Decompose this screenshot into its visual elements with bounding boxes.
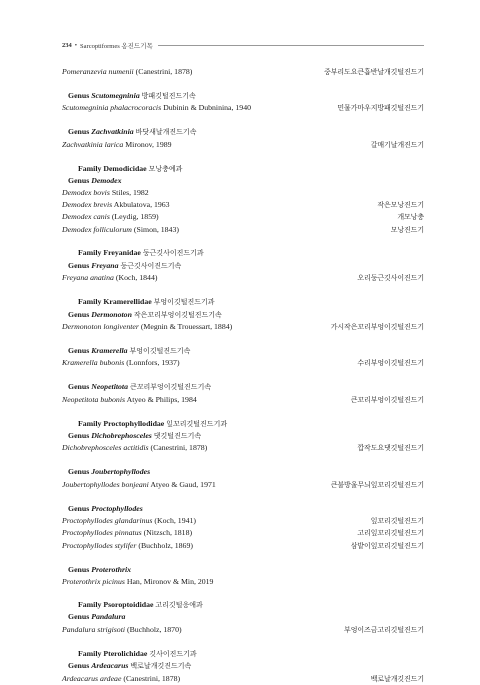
species-name: Zachvatkinia larica	[62, 139, 124, 149]
species-citation	[62, 199, 170, 210]
species-korean-name: 부엉이즈금고리깃털진드기	[344, 625, 424, 634]
species-citation	[62, 102, 251, 113]
genus-heading	[62, 381, 424, 393]
species-korean-name: 갈매기날개진드기	[370, 140, 424, 149]
taxon-group	[62, 599, 424, 636]
species-citation	[62, 624, 182, 635]
species-entry	[62, 66, 424, 78]
species-entry	[62, 394, 424, 406]
family-name: Family Freyanidae	[78, 248, 141, 258]
genus-prefix: Genus	[68, 90, 92, 100]
genus-heading	[62, 309, 424, 321]
species-name: Neopetitota bubonis	[62, 394, 126, 404]
species-korean-name: 삼밭이잎꼬리깃털진드기	[350, 541, 424, 550]
species-author: Mironov, 1989	[125, 139, 172, 149]
species-entry	[62, 527, 424, 539]
genus-name: Zachvatkinia	[91, 127, 134, 137]
family-korean-name: 둥근깃사이진드기과	[142, 249, 204, 258]
species-author: (Buchholz, 1869)	[138, 540, 193, 550]
genus-prefix: Genus	[68, 309, 92, 319]
genus-heading	[62, 126, 424, 138]
taxon-group	[62, 163, 424, 236]
section-title: Sarcoptiformes 옹진드기목	[80, 42, 153, 50]
species-entry	[62, 102, 424, 114]
taxon-group	[62, 296, 424, 333]
species-name: Joubertophyllodes bonjeani	[62, 479, 149, 489]
species-korean-name: 모낭진드기	[390, 225, 424, 234]
genus-name: Demodex	[91, 175, 122, 185]
species-entry	[62, 479, 424, 491]
species-author: (Koch, 1844)	[115, 273, 158, 283]
taxon-group	[62, 247, 424, 284]
species-entry	[62, 624, 424, 636]
family-korean-name: 깃사이진드기과	[149, 649, 197, 658]
species-name: Pomeranzevia numenii	[62, 67, 134, 76]
species-author: Atyeo & Gaud, 1971	[150, 479, 216, 489]
taxon-group	[62, 126, 424, 151]
species-entry	[62, 515, 424, 527]
species-author: Stiles, 1982	[111, 188, 149, 198]
species-korean-name: 잎꼬리깃털진드기	[370, 516, 424, 525]
taxon-group	[62, 345, 424, 370]
species-author: (Canestrini, 1878)	[135, 67, 193, 76]
genus-heading	[62, 345, 424, 357]
species-korean-name: 작은모낭진드기	[377, 200, 424, 209]
genus-name: Freyana	[91, 260, 119, 270]
species-citation	[62, 211, 159, 222]
species-author: (Canestrini, 1878)	[123, 673, 181, 683]
species-korean-name: 큰불방울무늬잎꼬리깃털진드기	[330, 480, 424, 489]
species-author: (Simon, 1843)	[133, 224, 179, 234]
family-heading	[62, 296, 424, 308]
genus-korean-name: 백로날개깃진드기속	[130, 662, 192, 671]
species-korean-name: 개모낭충	[397, 213, 424, 222]
species-citation	[62, 224, 179, 235]
species-entry	[62, 321, 424, 333]
genus-heading	[62, 430, 424, 442]
header-rule	[158, 45, 424, 46]
species-author: (Buchholz, 1870)	[127, 624, 182, 634]
species-citation	[62, 442, 207, 453]
species-author: (Lonnfors, 1937)	[126, 358, 180, 368]
taxon-group	[62, 381, 424, 406]
species-korean-name: 백로날개깃진드기	[370, 674, 424, 683]
taxa-list	[62, 66, 424, 685]
species-korean-name: 깝작도요댓깃털진드기	[357, 444, 424, 453]
genus-prefix: Genus	[68, 564, 92, 574]
species-korean-name: 중부리도요큰흡반날개깃털진드기	[324, 68, 424, 76]
taxon-group	[62, 648, 424, 685]
family-name: Family Pterolichidae	[78, 648, 148, 658]
taxon-group	[62, 466, 424, 491]
genus-heading	[62, 564, 424, 576]
species-name: Kramerella bubonis	[62, 358, 125, 368]
species-korean-name: 가시작은꼬리부엉이깃털진드기	[330, 323, 424, 331]
family-name: Family Demodicidae	[78, 163, 147, 173]
genus-heading	[62, 466, 424, 478]
species-name: Proctophyllodes glandarinus	[62, 515, 153, 525]
species-author: Han, Mironov & Min, 2019	[126, 577, 214, 587]
species-citation	[62, 540, 193, 551]
family-heading	[62, 247, 424, 259]
species-author: (Canestrini, 1878)	[150, 443, 208, 453]
taxon-group	[62, 418, 424, 455]
genus-name: Proterothrix	[91, 564, 132, 574]
species-name: Pandalura strigisoti	[62, 624, 126, 634]
genus-heading	[62, 175, 424, 187]
page-number: 234	[62, 41, 72, 49]
species-name: Freyana anatina	[62, 273, 114, 283]
species-korean-name: 민물가마우지방패깃털진드기	[337, 104, 424, 113]
species-citation	[62, 515, 196, 526]
genus-korean-name: 둥근깃사이진드기속	[120, 261, 182, 270]
species-citation	[62, 139, 172, 150]
species-entry	[62, 540, 424, 552]
genus-name: Scutomegninia	[91, 90, 140, 100]
family-name: Family Proctophyllodidae	[78, 418, 165, 428]
species-korean-name: 큰꼬리부엉이깃털진드기	[350, 395, 424, 404]
genus-korean-name: 큰꼬리부엉이깃털진드기속	[129, 383, 212, 392]
genus-name: Neopetitota	[91, 382, 128, 392]
genus-heading	[62, 503, 424, 515]
family-heading	[62, 163, 424, 175]
species-author: (Koch, 1941)	[154, 515, 196, 525]
species-citation	[62, 187, 149, 198]
family-korean-name: 부엉이깃털진드기과	[153, 298, 215, 307]
species-citation	[62, 272, 157, 283]
species-korean-name: 수리부엉이깃털진드기	[357, 359, 424, 368]
genus-name: Joubertophyllodes	[91, 467, 151, 477]
species-citation	[62, 357, 180, 368]
family-heading	[62, 599, 424, 611]
genus-korean-name: 바닷새날개진드기속	[135, 128, 197, 137]
species-name: Proctophyllodes stylifer	[62, 540, 137, 550]
genus-korean-name: 댓깃털진드기속	[153, 431, 202, 440]
species-entry	[62, 199, 424, 211]
genus-korean-name: 부엉이깃털진드기속	[129, 346, 191, 355]
running-header	[62, 40, 424, 50]
genus-prefix: Genus	[68, 175, 92, 185]
genus-prefix: Genus	[68, 345, 92, 355]
species-citation	[62, 394, 197, 405]
genus-name: Kramerella	[91, 345, 128, 355]
genus-prefix: Genus	[68, 127, 92, 137]
genus-prefix: Genus	[68, 260, 92, 270]
species-name: Proterothrix picinus	[62, 577, 125, 587]
genus-name: Dermonoton	[91, 309, 132, 319]
genus-prefix: Genus	[68, 467, 92, 477]
species-citation	[62, 321, 232, 332]
species-korean-name: 고리잎꼬리깃털진드기	[357, 529, 424, 538]
species-citation	[62, 66, 192, 77]
species-entry	[62, 357, 424, 369]
family-name: Family Kramerellidae	[78, 297, 152, 307]
species-name: Demodex canis	[62, 212, 110, 222]
species-entry	[62, 139, 424, 151]
species-entry	[62, 272, 424, 284]
species-name: Ardeacarus ardeae	[62, 673, 122, 683]
species-entry	[62, 187, 424, 198]
genus-prefix: Genus	[68, 382, 92, 392]
genus-heading	[62, 660, 424, 672]
genus-name: Pandalura	[91, 612, 126, 622]
family-korean-name: 잎꼬리깃털진드기과	[166, 419, 228, 428]
genus-name: Dichobrephosceles	[91, 430, 152, 440]
family-name: Family Psoroptoididae	[78, 600, 154, 609]
species-citation	[62, 576, 213, 587]
species-name: Demodex folliculorum	[62, 224, 132, 234]
species-name: Demodex bovis	[62, 188, 110, 198]
genus-heading	[62, 260, 424, 272]
taxon-group	[62, 90, 424, 115]
family-korean-name: 고리깃털응애과	[155, 601, 203, 609]
species-citation	[62, 527, 192, 538]
species-korean-name: 오리둥근깃사이진드기	[357, 274, 424, 283]
taxon-group	[62, 66, 424, 78]
genus-prefix: Genus	[68, 503, 92, 513]
species-citation	[62, 673, 180, 684]
species-author: (Megnin & Trouessart, 1884)	[140, 322, 233, 331]
species-author: Akbulatova, 1963	[113, 199, 170, 209]
genus-name: Ardeacarus	[91, 661, 129, 671]
species-author: (Leydig, 1859)	[111, 212, 159, 222]
species-citation	[62, 479, 216, 490]
genus-korean-name: 방패깃털진드기속	[141, 91, 196, 100]
family-korean-name: 모낭충예과	[148, 164, 183, 173]
family-heading	[62, 648, 424, 660]
species-name: Scutomegninia phalacrocoracis	[62, 103, 162, 113]
species-entry	[62, 576, 424, 587]
family-heading	[62, 418, 424, 430]
genus-prefix: Genus	[68, 612, 92, 622]
genus-korean-name: 작은꼬리부엉이깃털진드기속	[133, 310, 222, 319]
species-name: Demodex brevis	[62, 199, 113, 209]
taxon-group	[62, 503, 424, 553]
header-bullet: •	[74, 41, 78, 49]
species-entry	[62, 224, 424, 236]
species-name: Dichobrephosceles actitidis	[62, 443, 149, 453]
species-entry	[62, 211, 424, 223]
species-entry	[62, 442, 424, 454]
genus-heading	[62, 611, 424, 623]
taxon-group	[62, 564, 424, 588]
species-author: Atyeo & Philips, 1984	[126, 394, 197, 404]
genus-prefix: Genus	[68, 661, 92, 671]
genus-heading	[62, 90, 424, 102]
genus-name: Proctophyllodes	[91, 503, 143, 513]
species-name: Dermonoton longiventer	[62, 322, 139, 331]
species-author: Dubinin & Dubninina, 1940	[163, 103, 251, 113]
species-name: Proctophyllodes pinnatus	[62, 528, 142, 538]
species-author: (Nitzsch, 1818)	[143, 528, 193, 538]
genus-prefix: Genus	[68, 430, 92, 440]
